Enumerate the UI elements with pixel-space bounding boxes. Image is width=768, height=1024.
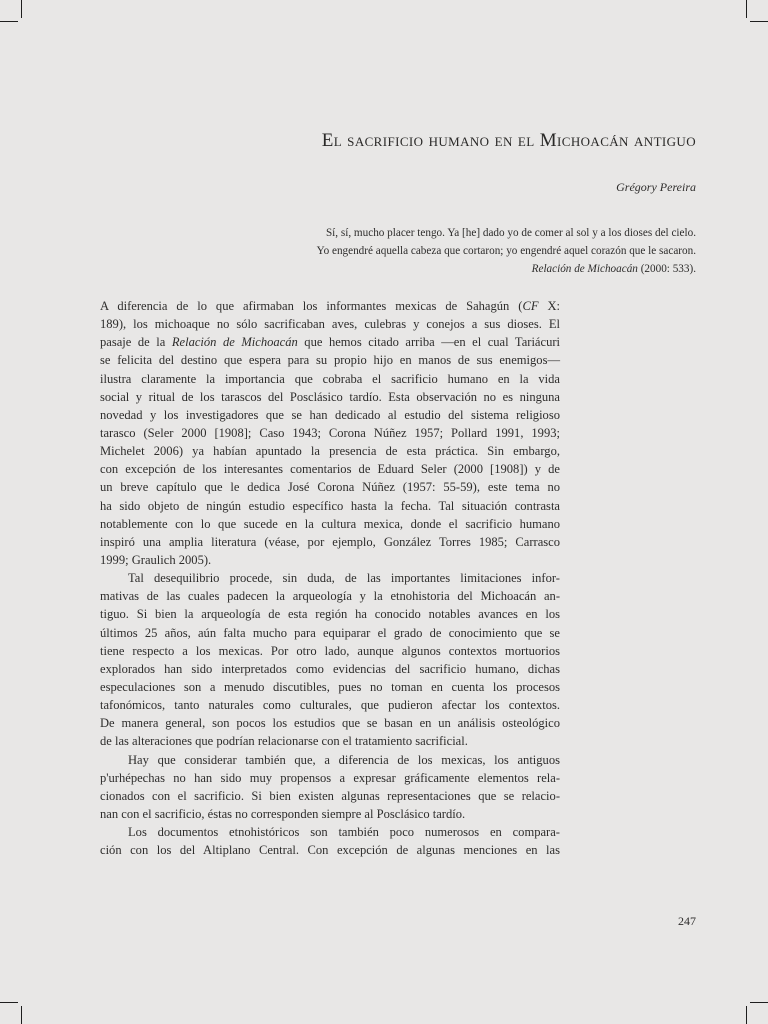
body-line: se felicita del destino que espera para su propio hijo en manos de sus enemigos—: [100, 353, 560, 368]
crop-mark-bottom-left-vertical: [21, 1006, 22, 1024]
crop-mark-bottom-left-horizontal: [0, 1002, 18, 1003]
author-name: Grégory Pereira: [616, 180, 696, 194]
text-run: que hemos citado arriba —en el cual Tariácuri: [297, 335, 561, 350]
text-run: A diferencia de lo que afirmaban los informantes mexicas de Sahagún (: [100, 299, 523, 313]
body-line: mativas de las cuales padecen la arqueología y la etnohistoria del Michoacán an-: [100, 589, 560, 604]
body-line: ción con los del Altiplano Central. Con excepción de algunas menciones en las: [100, 843, 560, 858]
epigraph-line-1: Sí, sí, mucho placer tengo. Ya [he] dado yo de comer al sol y a los dioses del cielo.: [325, 227, 696, 239]
body-line: [100, 297, 560, 315]
body-line: tiene respecto a los mexicas. Por otro lado, aunque algunos contextos mortuorios: [100, 643, 560, 658]
body-line: Michelet 2006) ya habían apuntado la presencia de esta práctica. Sin embargo,: [100, 444, 560, 459]
text-run: X:: [538, 299, 560, 313]
body-line: Los documentos etnohistóricos son también poco numerosos en compara-: [128, 825, 560, 840]
body-line: De manera general, son pocos los estudios que se basan en un análisis osteológico: [100, 716, 560, 731]
body-line: 1999; Graulich 2005).: [100, 552, 212, 567]
text-run: pasaje de la: [100, 335, 172, 350]
crop-mark-top-right-vertical: [746, 0, 747, 18]
body-line: inspiró una amplia literatura (véase, por ejemplo, González Torres 1985; Carrasco: [100, 534, 560, 549]
body-line: social y ritual de los tarascos del Posclásico tardío. Esta observación no es ninguna: [100, 389, 560, 404]
page-number: 247: [678, 914, 696, 928]
epigraph-source-ref: (2000: 533).: [637, 263, 696, 275]
body-line: un breve capítulo que le dedica José Corona Núñez (1957: 55-59), este tema no: [100, 480, 560, 495]
text-run-italic: CF: [522, 299, 539, 313]
crop-mark-bottom-right-horizontal: [750, 1002, 768, 1003]
body-line: explorados han sido interpretados como evidencias del sacrificio humano, dichas: [100, 661, 560, 676]
epigraph-source-title: Relación de Michoacán: [531, 263, 638, 275]
body-line: nan con el sacrificio, éstas no corresponden siempre al Posclásico tardío.: [100, 806, 466, 821]
body-line: de las alteraciones que podrían relacionarse con el tratamiento sacrificial.: [100, 734, 468, 749]
text-run-italic: Relación de Michoacán: [171, 335, 298, 350]
body-line: novedad y los investigadores que se han dedicado al estudio del sistema religioso: [100, 407, 560, 422]
body-line: Hay que considerar también que, a diferencia de los mexicas, los antiguos: [128, 752, 560, 767]
body-line: tafonómicos, tanto naturales como culturales, que pudieron afectar los contextos.: [100, 698, 560, 713]
chapter-title: El sacrificio humano en el Michoacán antiguo: [321, 130, 696, 151]
crop-mark-bottom-right-vertical: [746, 1006, 747, 1024]
body-line: tiguo. Si bien la arqueología de esta región ha conocido notables avances en los: [100, 607, 560, 622]
body-line: con excepción de los interesantes comentarios de Eduard Seler (2000 [1908]) y de: [100, 462, 560, 477]
epigraph-line-2: Yo engendré aquella cabeza que cortaron; yo engendré aquel corazón que le sacaron.: [316, 245, 696, 257]
body-line: 189), los michoaque no sólo sacrificaban aves, culebras y conejos a sus dioses. El: [100, 317, 560, 332]
body-line: notablemente con lo que sucede en la cultura mexica, donde el sacrificio humano: [100, 516, 560, 531]
body-line: tarasco (Seler 2000 [1908]; Caso 1943; Corona Núñez 1957; Pollard 1991, 1993;: [100, 425, 560, 440]
body-line: ilustra claramente la importancia que cobraba el sacrificio humano en la vida: [100, 371, 560, 386]
epigraph: [317, 224, 696, 278]
body-line: Tal desequilibrio procede, sin duda, de las importantes limitaciones infor-: [128, 571, 560, 586]
body-text: [100, 297, 560, 859]
body-line: [100, 333, 560, 351]
body-line: ha sido objeto de ningún estudio específico hasta la fecha. Tal situación contrasta: [100, 498, 560, 513]
epigraph-source: [317, 260, 696, 278]
body-line: especulaciones son a menudo discutibles, pues no toman en cuenta los procesos: [100, 679, 560, 694]
body-line: cionados con el sacrificio. Si bien existen algunas representaciones que se relacio-: [100, 788, 560, 803]
crop-mark-top-left-vertical: [21, 0, 22, 18]
body-line: p'urhépechas no han sido muy propensos a expresar gráficamente elementos rela-: [100, 770, 560, 785]
body-line: últimos 25 años, aún falta mucho para equiparar el grado de conocimiento que se: [100, 625, 560, 640]
crop-mark-top-left-horizontal: [0, 21, 18, 22]
crop-mark-top-right-horizontal: [750, 21, 768, 22]
